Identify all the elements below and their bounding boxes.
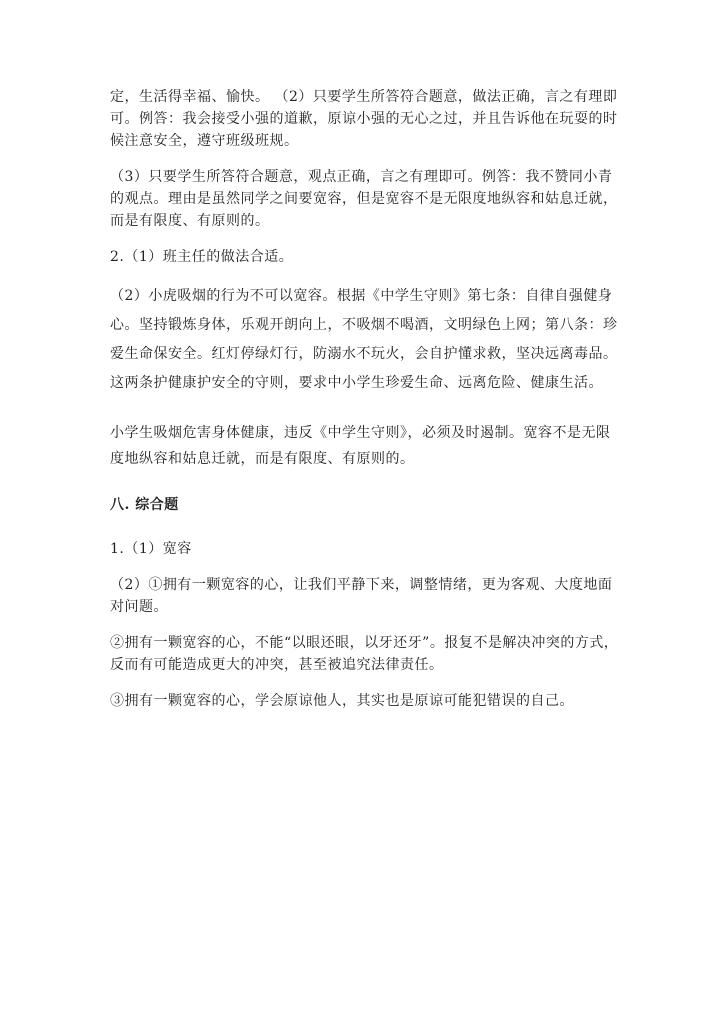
answer-paragraph-3: （3）只要学生所答符合题意，观点正确，言之有理即可。例答：我不赞同小青的观点。理由是虽然同学之间要宽容，但是宽容不是无限度地纵容和姑息迁就，而是有限度、有原则的。 — [110, 169, 618, 229]
answer-paragraph-1: 定，生活得幸福、愉快。 （2）只要学生所答符合题意，做法正确，言之有理即可。例答：我会接受小强的道歉，原谅小强的无心之过，并且告诉他在玩耍的时候注意安全，遵守班级班规。 — [110, 89, 618, 149]
summary-paragraph: 小学生吸烟危害身体健康，违反《中学生守则》，必须及时遏制。宽容不是无限度地纵容和姑息迁就，而是有限度、有原则的。 — [110, 425, 611, 467]
section-heading: 八. 综合题 — [110, 497, 179, 513]
section-8-answer-2-point-3: ③拥有一颗宽容的心，学会原谅他人，其实也是原谅可能犯错误的自己。 — [110, 693, 574, 709]
question-2-answer-2: （2）小虎吸烟的行为不可以宽容。根据《中学生守则》第七条：自律自强健身心。坚持锻炼身体，乐观开朗向上，不吸烟不喝酒，文明绿色上网；第八条：珍爱生命保安全。红灯停绿灯行，防溺水不玩火，会自护懂求救，坚决远离毒品。这两条护健康护安全的守则，要求中小学生珍爱生命、远离危险、健康生活。 — [110, 288, 618, 391]
document-body — [110, 86, 620, 712]
question-2-answer-1: 2.（1）班主任的做法合适。 — [110, 249, 294, 265]
section-8-answer-2-point-1: （2）①拥有一颗宽容的心，让我们平静下来，调整情绪，更为客观、大度地面对问题。 — [110, 577, 613, 615]
section-8-answer-2-point-2: ②拥有一颗宽容的心，不能“以眼还眼，以牙还牙”。报复不是解决冲突的方式，反而有可能造成更大的冲突，甚至被追究法律责任。 — [110, 635, 619, 673]
section-8-answer-1: 1.（1）宽容 — [110, 541, 192, 557]
